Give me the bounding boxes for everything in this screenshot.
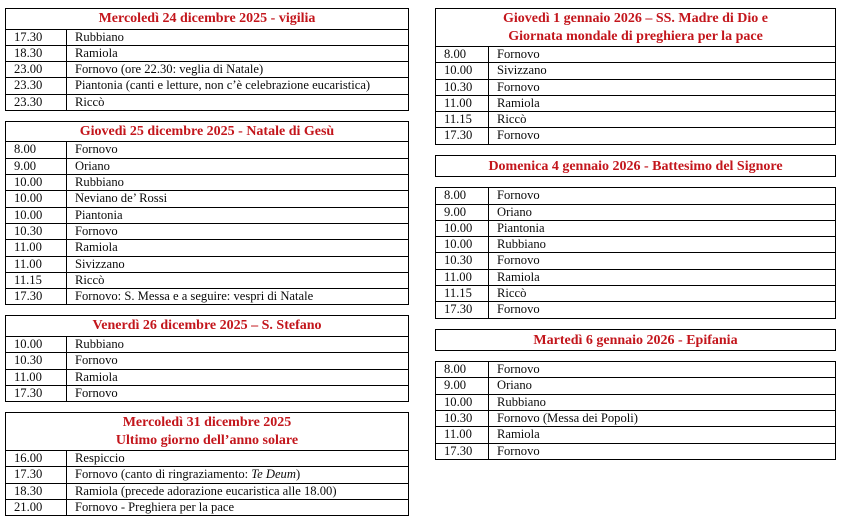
schedule-row bbox=[6, 466, 408, 482]
table-title-line: Domenica 4 gennaio 2026 - Battesimo del Signore bbox=[488, 158, 783, 174]
schedule-row bbox=[6, 61, 408, 77]
time-cell: 10.00 bbox=[6, 191, 67, 206]
place-cell bbox=[67, 224, 408, 239]
place-text: Ramiola bbox=[75, 45, 118, 60]
schedule-row bbox=[6, 77, 408, 93]
place-text: Rubbiano bbox=[75, 336, 124, 351]
place-text-italic: Te Deum bbox=[251, 467, 296, 482]
place-cell bbox=[67, 386, 408, 401]
schedule-row bbox=[6, 142, 408, 157]
schedule-row bbox=[436, 377, 835, 393]
time-cell: 11.00 bbox=[436, 270, 489, 285]
place-cell bbox=[489, 302, 835, 317]
place-cell bbox=[67, 78, 408, 93]
place-text: Fornovo bbox=[75, 353, 118, 368]
place-cell bbox=[489, 63, 835, 78]
place-text: Ramiola bbox=[497, 427, 540, 442]
time-cell: 23.30 bbox=[6, 95, 67, 110]
table-title-line: Giornata mondale di preghiera per la pace bbox=[508, 28, 763, 44]
time-cell: 8.00 bbox=[436, 47, 489, 62]
place-cell bbox=[67, 370, 408, 385]
schedule-row bbox=[436, 127, 835, 143]
place-text: Ramiola bbox=[75, 240, 118, 255]
schedule-row bbox=[6, 451, 408, 466]
time-cell: 10.30 bbox=[436, 80, 489, 95]
place-cell bbox=[489, 362, 835, 377]
time-cell: 16.00 bbox=[6, 451, 67, 466]
schedule-rows bbox=[6, 451, 408, 515]
place-text: Fornovo bbox=[497, 443, 540, 458]
place-text: Oriano bbox=[75, 158, 110, 173]
place-cell bbox=[67, 62, 408, 77]
place-text: Oriano bbox=[497, 378, 532, 393]
place-text: Ramiola (precede adorazione eucaristica alle 18.00) bbox=[75, 483, 337, 498]
place-text: Rubbiano bbox=[497, 237, 546, 252]
place-cell bbox=[67, 240, 408, 255]
place-cell bbox=[489, 427, 835, 442]
table-title bbox=[6, 413, 408, 451]
place-text: Fornovo bbox=[75, 142, 118, 157]
schedule-row bbox=[6, 207, 408, 223]
place-cell bbox=[489, 205, 835, 220]
schedule-rows bbox=[6, 30, 408, 110]
schedule-row bbox=[6, 483, 408, 499]
table-title-line: Giovedì 25 dicembre 2025 - Natale di Gesù bbox=[79, 123, 335, 139]
schedule-row bbox=[436, 301, 835, 317]
schedule-row bbox=[436, 269, 835, 285]
time-cell: 9.00 bbox=[436, 378, 489, 393]
place-text: Fornovo (Messa dei Popoli) bbox=[497, 411, 638, 426]
place-text: Rubbiano bbox=[75, 29, 124, 44]
place-cell bbox=[489, 395, 835, 410]
table-6-gennaio-epifania bbox=[435, 361, 836, 460]
schedule-row bbox=[436, 410, 835, 426]
place-cell bbox=[489, 221, 835, 236]
schedule-row bbox=[436, 252, 835, 268]
place-text: Fornovo (canto di ringraziamento: bbox=[75, 467, 252, 482]
schedule-rows bbox=[6, 337, 408, 401]
time-cell: 11.00 bbox=[436, 96, 489, 111]
table-title bbox=[6, 9, 408, 30]
table-title bbox=[6, 316, 408, 337]
place-cell bbox=[489, 253, 835, 268]
place-cell bbox=[489, 80, 835, 95]
right-column bbox=[435, 8, 836, 470]
place-cell bbox=[67, 353, 408, 368]
table-title bbox=[436, 9, 835, 47]
schedule-row bbox=[6, 369, 408, 385]
left-column bbox=[5, 8, 409, 525]
place-text: Fornovo bbox=[497, 253, 540, 268]
schedule-rows bbox=[436, 188, 835, 317]
place-cell bbox=[67, 451, 408, 466]
place-cell bbox=[489, 112, 835, 127]
place-text: Fornovo: S. Messa e a seguire: vespri di Natale bbox=[75, 289, 314, 304]
place-text: Fornovo bbox=[497, 302, 540, 317]
time-cell: 11.00 bbox=[6, 257, 67, 272]
table-4-gennaio-battesimo bbox=[435, 187, 836, 318]
schedule-row bbox=[436, 188, 835, 203]
time-cell: 8.00 bbox=[6, 142, 67, 157]
table-title-line: Venerdì 26 dicembre 2025 – S. Stefano bbox=[92, 318, 322, 334]
time-cell: 10.00 bbox=[436, 395, 489, 410]
schedule-row bbox=[6, 288, 408, 304]
schedule-row bbox=[6, 158, 408, 174]
place-text-suffix: ) bbox=[295, 467, 301, 482]
schedule-row bbox=[6, 385, 408, 401]
time-cell: 10.30 bbox=[436, 411, 489, 426]
place-cell bbox=[67, 142, 408, 157]
time-cell: 10.00 bbox=[6, 175, 67, 190]
place-cell bbox=[489, 411, 835, 426]
place-cell bbox=[67, 159, 408, 174]
place-cell bbox=[67, 208, 408, 223]
place-text: Ramiola bbox=[497, 269, 540, 284]
place-text: Riccò bbox=[497, 286, 527, 301]
place-cell bbox=[67, 191, 408, 206]
schedule-row bbox=[6, 256, 408, 272]
place-text: Fornovo bbox=[75, 385, 118, 400]
time-cell: 11.00 bbox=[436, 427, 489, 442]
time-cell: 11.00 bbox=[6, 240, 67, 255]
schedule-row bbox=[436, 79, 835, 95]
place-text: Rubbiano bbox=[75, 175, 124, 190]
place-text: Riccò bbox=[75, 272, 105, 287]
time-cell: 17.30 bbox=[6, 386, 67, 401]
place-text: Fornovo bbox=[497, 188, 540, 203]
schedule-row bbox=[6, 174, 408, 190]
time-cell: 17.30 bbox=[436, 128, 489, 143]
place-cell bbox=[67, 257, 408, 272]
place-text: Ramiola bbox=[75, 369, 118, 384]
place-cell bbox=[67, 30, 408, 45]
place-cell bbox=[489, 96, 835, 111]
table-31-dicembre-ultimo-giorno bbox=[5, 412, 409, 516]
schedule-row bbox=[6, 239, 408, 255]
place-cell bbox=[67, 95, 408, 110]
place-cell bbox=[489, 128, 835, 143]
table-25-dicembre-natale bbox=[5, 121, 409, 305]
place-cell bbox=[67, 484, 408, 499]
schedule-rows bbox=[436, 47, 835, 144]
time-cell: 11.00 bbox=[6, 370, 67, 385]
place-text: Rubbiano bbox=[497, 394, 546, 409]
place-cell bbox=[67, 273, 408, 288]
place-text: Piantonia (canti e letture, non c’è celebrazione eucaristica) bbox=[75, 78, 371, 93]
time-cell: 10.30 bbox=[6, 353, 67, 368]
time-cell: 23.30 bbox=[6, 78, 67, 93]
time-cell: 11.15 bbox=[6, 273, 67, 288]
time-cell: 10.00 bbox=[436, 237, 489, 252]
table-24-dicembre-vigilia bbox=[5, 8, 409, 111]
time-cell: 10.00 bbox=[436, 63, 489, 78]
schedule-rows bbox=[436, 362, 835, 459]
time-cell: 10.00 bbox=[6, 337, 67, 352]
time-cell: 18.30 bbox=[6, 46, 67, 61]
schedule-row bbox=[436, 47, 835, 62]
time-cell: 17.30 bbox=[6, 30, 67, 45]
time-cell: 17.30 bbox=[436, 302, 489, 317]
place-cell bbox=[67, 467, 408, 482]
time-cell: 10.00 bbox=[436, 221, 489, 236]
table-title bbox=[6, 122, 408, 143]
place-text: Fornovo bbox=[497, 79, 540, 94]
schedule-row bbox=[436, 220, 835, 236]
schedule-rows bbox=[6, 142, 408, 304]
schedule-row bbox=[436, 285, 835, 301]
table-title-6-gennaio-epifania bbox=[435, 329, 836, 352]
schedule-row bbox=[6, 499, 408, 515]
table-title-line: Ultimo giorno dell’anno solare bbox=[115, 432, 299, 448]
table-26-dicembre-s-stefano bbox=[5, 315, 409, 402]
place-text: Oriano bbox=[497, 204, 532, 219]
place-cell bbox=[489, 286, 835, 301]
schedule-row bbox=[436, 394, 835, 410]
time-cell: 21.00 bbox=[6, 500, 67, 515]
place-text: Fornovo (ore 22.30: veglia di Natale) bbox=[75, 62, 264, 77]
time-cell: 11.15 bbox=[436, 286, 489, 301]
schedule-row bbox=[436, 236, 835, 252]
time-cell: 9.00 bbox=[6, 159, 67, 174]
time-cell: 10.30 bbox=[436, 253, 489, 268]
time-cell: 8.00 bbox=[436, 362, 489, 377]
place-cell bbox=[489, 188, 835, 203]
table-title-4-gennaio-battesimo bbox=[435, 155, 836, 178]
place-text: Riccò bbox=[75, 94, 105, 109]
place-cell bbox=[67, 46, 408, 61]
table-title-line: Giovedì 1 gennaio 2026 – SS. Madre di Dio e bbox=[503, 11, 768, 26]
time-cell: 11.15 bbox=[436, 112, 489, 127]
schedule-row bbox=[436, 362, 835, 377]
schedule-row bbox=[6, 94, 408, 110]
schedule-row bbox=[436, 443, 835, 459]
schedule-row bbox=[436, 62, 835, 78]
place-cell bbox=[489, 270, 835, 285]
schedule-row bbox=[436, 204, 835, 220]
schedule-row bbox=[6, 223, 408, 239]
place-cell bbox=[67, 500, 408, 515]
place-cell bbox=[489, 444, 835, 459]
place-text: Ramiola bbox=[497, 95, 540, 110]
schedule-row bbox=[6, 190, 408, 206]
place-text: Sivizzano bbox=[75, 256, 125, 271]
place-text: Fornovo bbox=[497, 362, 540, 377]
time-cell: 18.30 bbox=[6, 484, 67, 499]
place-text: Piantonia bbox=[497, 220, 545, 235]
time-cell: 23.00 bbox=[6, 62, 67, 77]
place-cell bbox=[489, 378, 835, 393]
time-cell: 10.30 bbox=[6, 224, 67, 239]
schedule-row bbox=[436, 111, 835, 127]
schedule-row bbox=[6, 45, 408, 61]
schedule-row bbox=[6, 30, 408, 45]
place-text: Sivizzano bbox=[497, 63, 547, 78]
place-text: Riccò bbox=[497, 112, 527, 127]
place-text: Neviano de’ Rossi bbox=[75, 191, 168, 206]
place-text: Fornovo - Preghiera per la pace bbox=[75, 500, 235, 515]
time-cell: 10.00 bbox=[6, 208, 67, 223]
place-text: Piantonia bbox=[75, 207, 123, 222]
time-cell: 9.00 bbox=[436, 205, 489, 220]
place-cell bbox=[489, 47, 835, 62]
time-cell: 17.30 bbox=[436, 444, 489, 459]
schedule-row bbox=[436, 426, 835, 442]
place-text: Fornovo bbox=[75, 223, 118, 238]
schedule-row bbox=[436, 95, 835, 111]
place-cell bbox=[67, 337, 408, 352]
time-cell: 17.30 bbox=[6, 289, 67, 304]
table-1-gennaio-madre-di-dio bbox=[435, 8, 836, 145]
table-title-line: Martedì 6 gennaio 2026 - Epifania bbox=[533, 332, 738, 348]
time-cell: 8.00 bbox=[436, 188, 489, 203]
place-text: Respiccio bbox=[75, 451, 125, 466]
place-cell bbox=[489, 237, 835, 252]
place-cell bbox=[67, 175, 408, 190]
time-cell: 17.30 bbox=[6, 467, 67, 482]
schedule-row bbox=[6, 272, 408, 288]
place-text: Fornovo bbox=[497, 47, 540, 61]
table-title-line: Mercoledì 31 dicembre 2025 bbox=[122, 415, 292, 431]
schedule-row bbox=[6, 352, 408, 368]
schedule-row bbox=[6, 337, 408, 352]
place-text: Fornovo bbox=[497, 128, 540, 143]
place-cell bbox=[67, 289, 408, 304]
table-title-line: Mercoledì 24 dicembre 2025 - vigilia bbox=[98, 11, 316, 26]
